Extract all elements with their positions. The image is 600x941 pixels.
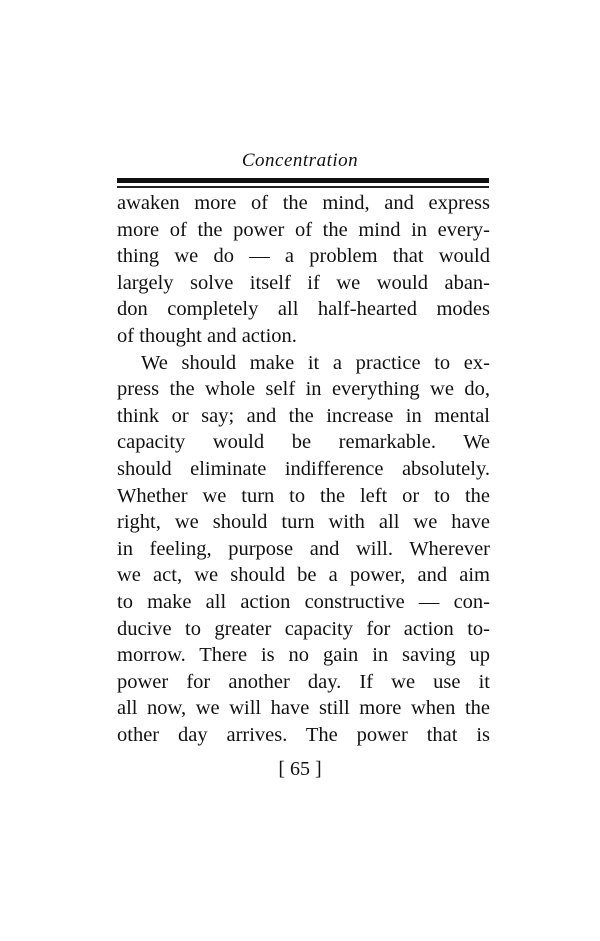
text-line: all now, we will have still more when the bbox=[117, 697, 490, 720]
header-rule-thin bbox=[117, 186, 489, 188]
text-line: power for another day. If we use it bbox=[117, 670, 490, 693]
running-header: Concentration bbox=[241, 150, 359, 171]
text-line: largely solve itself if we would aban- bbox=[117, 271, 490, 294]
text-line: don completely all half-hearted modes bbox=[117, 298, 490, 321]
text-line: in feeling, purpose and will. Wherever bbox=[117, 537, 490, 560]
text-line: more of the power of the mind in every- bbox=[117, 218, 490, 241]
text-line: awaken more of the mind, and express bbox=[117, 192, 490, 214]
text-line: other day arrives. The power that is bbox=[117, 723, 490, 746]
text-line: of thought and action. bbox=[117, 324, 297, 347]
text-line: morrow. There is no gain in saving up bbox=[117, 644, 490, 667]
page-body bbox=[117, 190, 490, 748]
text-line: press the whole self in everything we do, bbox=[117, 378, 490, 401]
header-rule-thick bbox=[117, 178, 489, 183]
text-line: should eliminate indifference absolutely. bbox=[117, 457, 490, 480]
page-number: [ 65 ] bbox=[278, 758, 322, 780]
text-line: right, we should turn with all we have bbox=[117, 511, 490, 534]
text-line: ducive to greater capacity for action to- bbox=[117, 617, 490, 640]
text-line: we act, we should be a power, and aim bbox=[117, 564, 490, 587]
text-line: thing we do — a problem that would bbox=[117, 245, 490, 268]
text-line: to make all action constructive — con- bbox=[117, 590, 490, 613]
text-line: We should make it a practice to ex- bbox=[141, 351, 490, 374]
text-line: Whether we turn to the left or to the bbox=[117, 484, 490, 507]
text-line: capacity would be remarkable. We bbox=[117, 431, 490, 454]
text-line: think or say; and the increase in mental bbox=[117, 404, 490, 427]
